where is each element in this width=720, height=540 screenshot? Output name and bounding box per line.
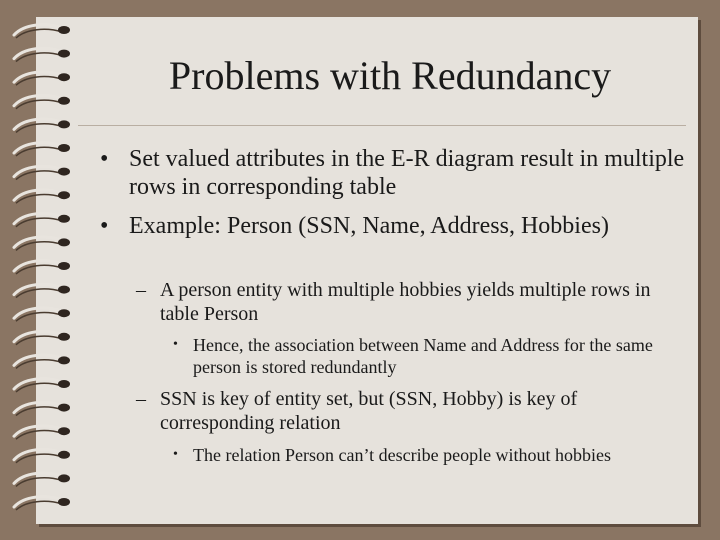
- binding-ring: [14, 473, 70, 486]
- bullet-1: [100, 145, 689, 201]
- binding-ring: [14, 331, 70, 344]
- binding-ring: [14, 497, 70, 510]
- sub-bullet-text: SSN is key of entity set, but (SSN, Hobby) is key of corresponding relation: [160, 388, 578, 434]
- binding-ring: [14, 166, 70, 179]
- sub-bullet-1: [136, 278, 690, 326]
- binding-ring: [14, 72, 70, 85]
- binding-ring: [14, 426, 70, 439]
- binding-ring: [14, 119, 70, 132]
- sub-sub-bullet-2: [173, 444, 693, 466]
- sub-sub-bullet-marker: •: [173, 337, 178, 352]
- binding-ring: [14, 237, 70, 250]
- binding-ring: [14, 95, 70, 108]
- sub-bullet-marker: –: [136, 388, 146, 410]
- binding-ring: [14, 308, 70, 321]
- binding-ring: [14, 261, 70, 274]
- sub-sub-bullet-text: The relation Person can’t describe people without hobbies: [193, 445, 612, 465]
- bullet-2: [100, 212, 689, 240]
- binding-ring: [14, 284, 70, 297]
- sub-bullet-2: [136, 387, 690, 435]
- binding-ring: [14, 379, 70, 392]
- binding-ring: [14, 402, 70, 415]
- binding-ring: [14, 48, 70, 61]
- bullet-marker: •: [100, 213, 109, 239]
- bullet-text: Example: Person (SSN, Name, Address, Hobbies): [129, 213, 609, 239]
- binding-ring: [14, 143, 70, 156]
- sub-sub-bullet-text: Hence, the association between Name and Address for the same person is stored redundantly: [193, 335, 653, 377]
- sub-bullet-marker: –: [136, 279, 146, 301]
- bullet-text: Set valued attributes in the E-R diagram result in multiple rows in corresponding table: [129, 146, 685, 200]
- binding-ring: [14, 355, 70, 368]
- binding-ring: [14, 190, 70, 203]
- binding-ring: [14, 449, 70, 462]
- title-divider: [78, 125, 686, 126]
- bullet-marker: •: [100, 146, 109, 172]
- sub-sub-bullet-1: [173, 334, 693, 378]
- binding-ring: [14, 25, 70, 38]
- spiral-binding-icon: [0, 0, 90, 540]
- binding-ring: [14, 213, 70, 226]
- sub-bullet-text: A person entity with multiple hobbies yields multiple rows in table Person: [160, 279, 651, 325]
- slide-title: Problems with Redundancy: [168, 53, 612, 98]
- sub-sub-bullet-marker: •: [173, 447, 178, 462]
